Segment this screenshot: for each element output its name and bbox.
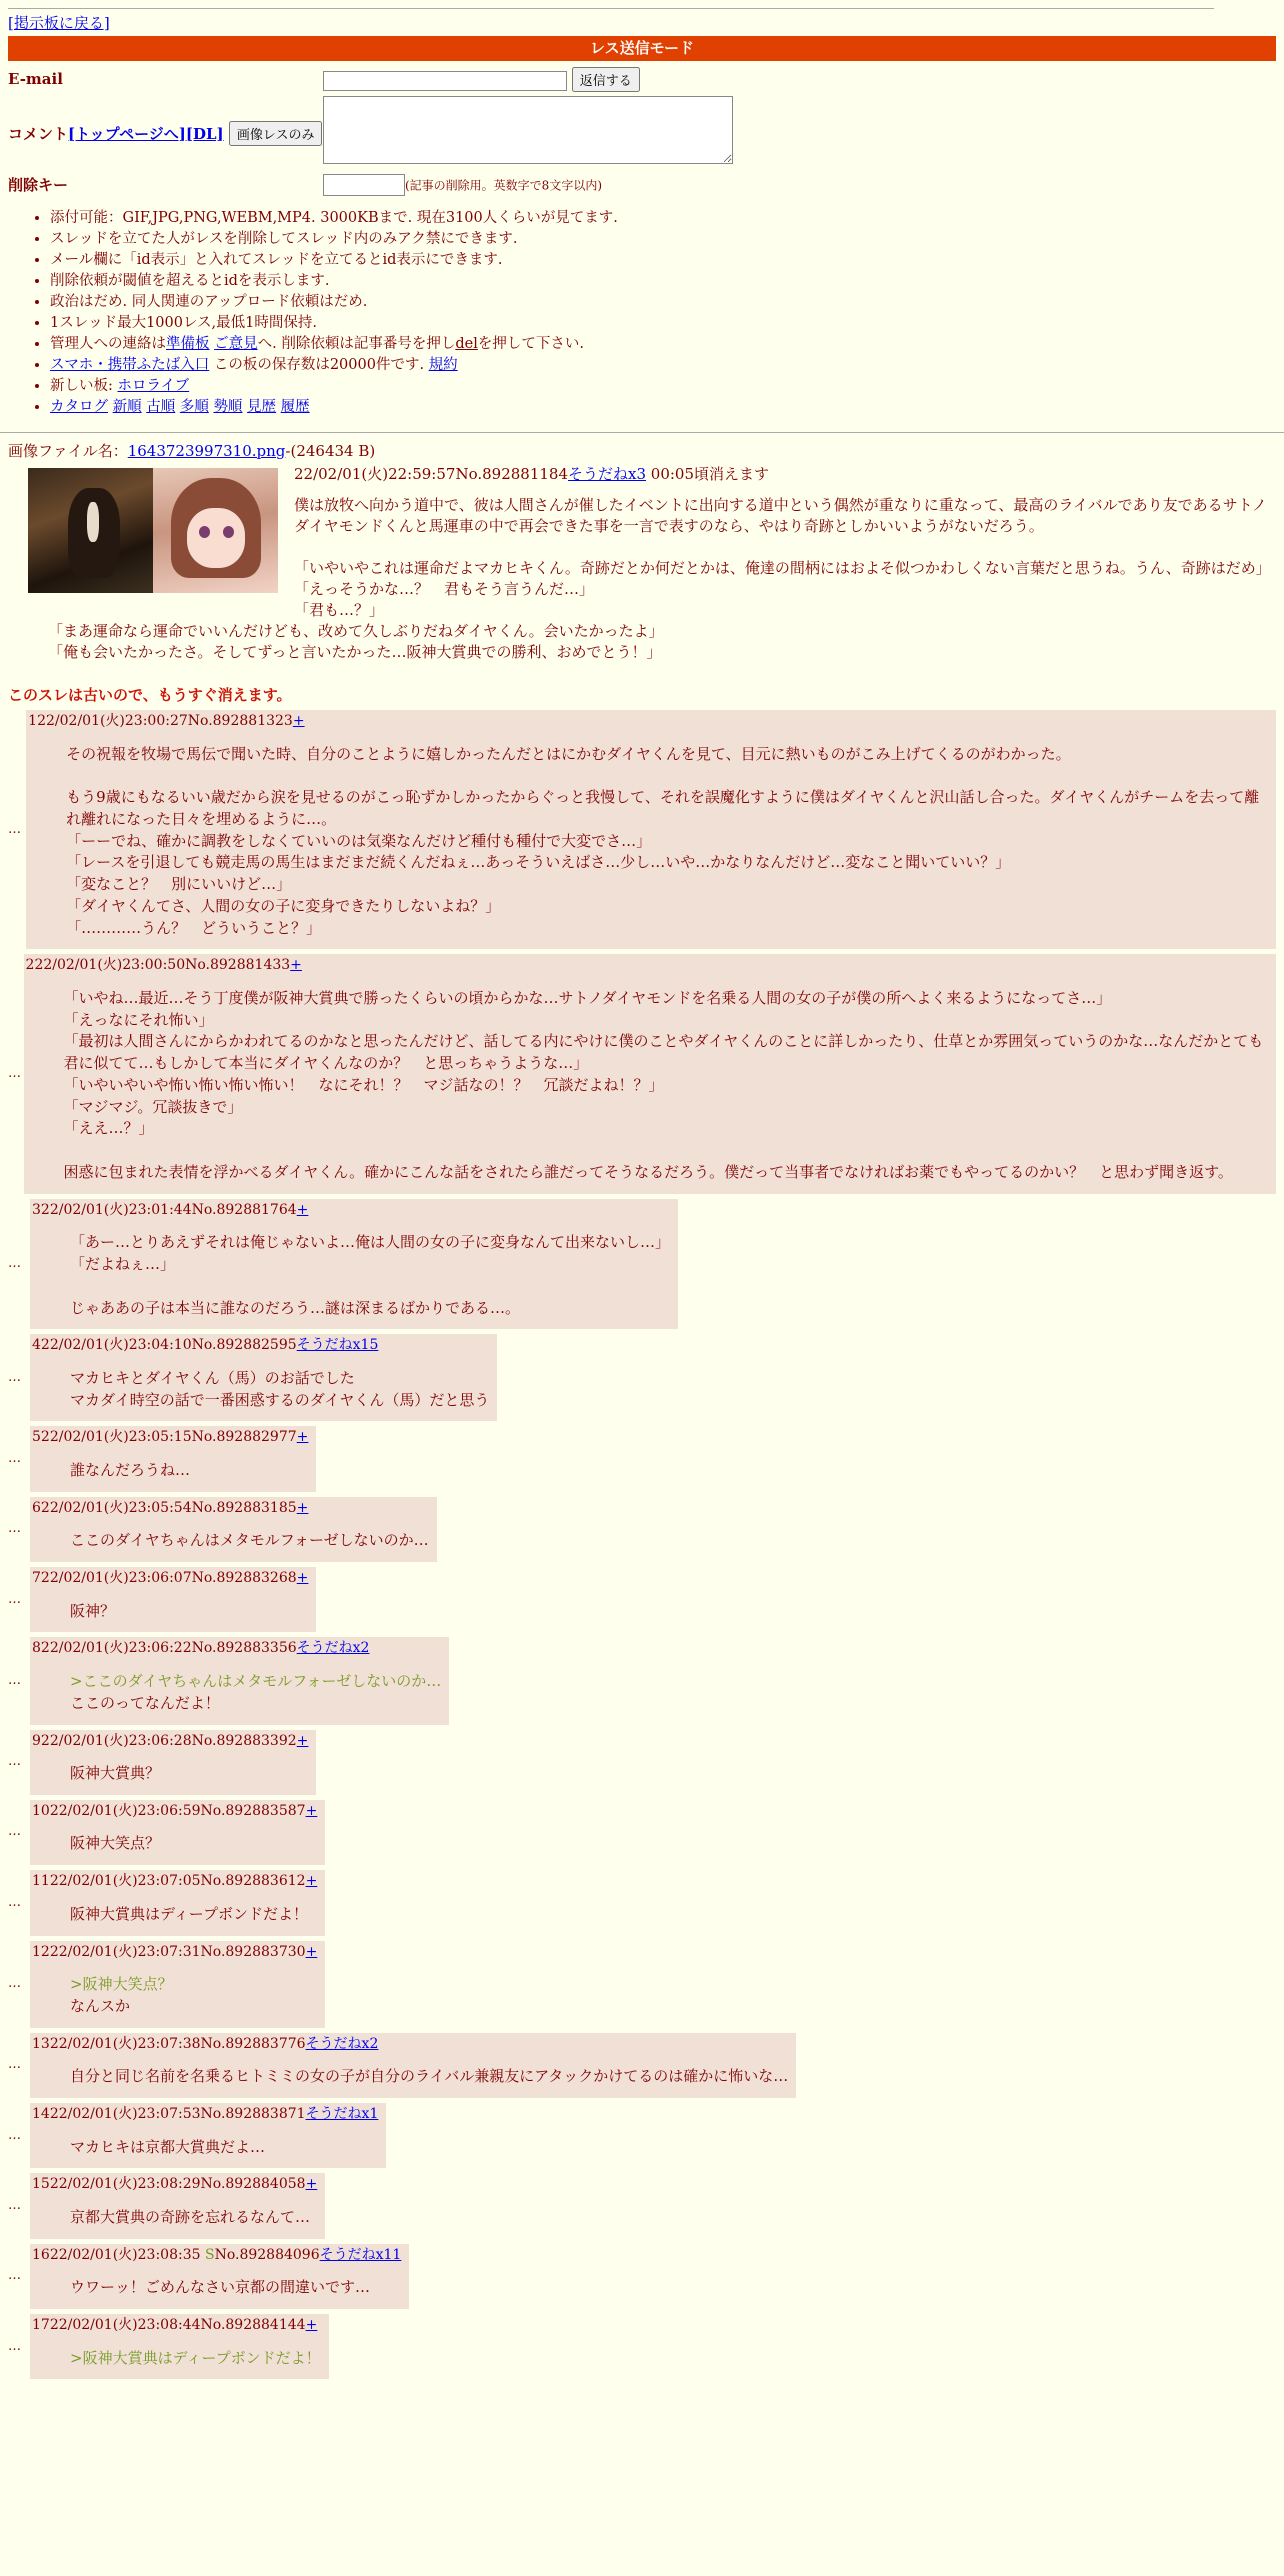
sort-many-link[interactable]: 多順: [179, 399, 209, 415]
reply-post: [26, 710, 1276, 949]
reply-header: [32, 1428, 308, 1448]
op-expire: 00:05頃消えます: [646, 465, 770, 483]
reply-meta: 22/02/01(火)23:06:22No.892883356: [40, 1640, 297, 1657]
hololive-board-link[interactable]: ホロライブ: [117, 378, 190, 394]
rule-text: 管理人への連絡は: [50, 336, 166, 352]
download-link[interactable]: [DL]: [185, 124, 224, 143]
reply-line: [64, 1140, 1268, 1162]
reply-line: 「ーーでね、確かに調教をしなくていいのは気楽なんだけど種付も種付で大変でさ…」: [66, 831, 652, 850]
image-only-button[interactable]: 画像レスのみ: [229, 121, 323, 146]
sodane-button[interactable]: +: [305, 1943, 318, 1960]
reply-body: [70, 2207, 317, 2229]
reply-meta: 22/02/01(火)23:05:54No.892883185: [40, 1499, 297, 1516]
reply-header: [32, 2035, 788, 2055]
top-page-link[interactable]: [トップページへ]: [68, 124, 186, 143]
soudane-mark: S: [200, 2246, 215, 2263]
sodane-button[interactable]: +: [296, 1570, 309, 1587]
reply-body: [70, 1974, 317, 2018]
reply-number: 1: [28, 713, 38, 729]
reply-line: その祝報を牧場で馬伝で聞いた時、自分のことように嬉しかったんだとはにかむダイヤくんを見て、目元に熱いものがこみ上げてくるのがわかった。: [66, 744, 1071, 763]
op-body-line: 「いやいやこれは運命だよマカヒキくん。奇跡だとか何だとかは、俺達の間柄にはおよそ似つかわしくない言葉だと思うね。うん、奇跡はだめ」: [294, 559, 1271, 577]
reply-post: [24, 954, 1276, 1193]
reply-body: [70, 1833, 317, 1855]
comment-textarea[interactable]: [323, 96, 733, 164]
reply-body: [70, 2277, 401, 2299]
reply-marker: …: [8, 1754, 21, 1770]
reply-marker: …: [8, 2057, 21, 2073]
reply-number: 5: [32, 1429, 41, 1446]
sodane-button[interactable]: そうだねx11: [319, 2246, 402, 2263]
op-file-link[interactable]: 1643723997310.png: [127, 442, 286, 460]
sort-momentum-link[interactable]: 勢順: [213, 399, 243, 415]
quote-line: >ここのダイヤちゃんはメタモルフォーゼしないのか…: [70, 1672, 442, 1690]
new-board-label: 新しい板:: [50, 378, 118, 394]
old-thread-notice: このスレは古いので、もうすぐ消えます。: [8, 686, 292, 704]
reply-line: 自分と同じ名前を名乗るヒトミミの女の子が自分のライバル兼親友にアタックかけてるのは確かに怖いな…: [70, 2067, 789, 2086]
reply-marker: …: [8, 1369, 21, 1385]
reply-number: 16: [32, 2246, 50, 2263]
reply-marker: …: [8, 1591, 21, 1607]
reply-line: 「いやね…最近…そう丁度僕が阪神大賞典で勝ったくらいの頃からかな…サトノダイヤモンドを名乗る人間の女の子が僕の所へよく来るようになってさ…」: [63, 988, 1112, 1007]
sodane-button[interactable]: +: [292, 713, 305, 729]
rule-text: を押して下さい.: [477, 336, 584, 352]
reply-row: [8, 2314, 1276, 2379]
reply-line: 「だよねぇ…」: [70, 1255, 176, 1274]
reply-number: 11: [32, 1873, 50, 1890]
reply-post: [30, 1870, 325, 1935]
board-rules: [8, 208, 1276, 418]
horse-photo: [28, 468, 153, 593]
sodane-button[interactable]: そうだねx15: [296, 1337, 379, 1354]
reply-meta: 22/02/01(火)23:06:28No.892883392: [40, 1732, 297, 1749]
rule-item: • 添付可能：GIF,JPG,PNG,WEBM,MP4. 3000KBまで. 現在3100人くらいが見てます.: [50, 208, 1276, 229]
reply-header: [32, 1569, 308, 1589]
reply-header: [32, 1872, 317, 1892]
reply-meta: 22/02/01(火)23:06:07No.892883268: [40, 1570, 297, 1587]
reply-meta: 22/02/01(火)23:07:05No.892883612: [49, 1873, 306, 1890]
reply-line: 「あー…とりあえずそれは俺じゃないよ…俺は人間の女の子に変身なんて出来ないし…」: [70, 1233, 671, 1252]
reply-body: [70, 1763, 308, 1785]
reply-header: [32, 1336, 489, 1356]
reply-line: 困惑に包まれた表情を浮かべるダイヤくん。確かにこんな話をされたら誰だってそうなるだろう。僕だって当事者でなければお薬でもやってるのかい？ と思わず聞き返す。: [63, 1162, 1233, 1181]
reply-marker: …: [8, 2268, 21, 2284]
reply-meta: 22/02/01(火)23:01:44No.892881764: [40, 1201, 297, 1218]
reply-line: 「レースを引退しても競走馬の馬生はまだまだ続くんだねぇ…あっそういえばさ…少し…いや…かなりなんだけど…変なこと聞いていい？」: [66, 853, 1011, 872]
reply-body: [70, 1601, 308, 1623]
sodane-button[interactable]: +: [305, 1873, 318, 1890]
reply-meta: 22/02/01(火)23:04:10No.892882595: [40, 1337, 297, 1354]
reply-marker: …: [8, 2127, 21, 2143]
reply-row: [8, 710, 1276, 949]
reply-line: ウワーッ！ごめんなさい京都の間違いです…: [70, 2278, 371, 2297]
reply-row: [8, 1870, 1276, 1935]
back-to-board-link[interactable]: [掲示板に戻る]: [8, 14, 110, 32]
reply-post: [30, 1800, 325, 1865]
character-illustration: [153, 468, 278, 593]
sodane-button[interactable]: そうだねx1: [305, 2105, 379, 2122]
reply-line: マカヒキとダイヤくん（馬）のお話でした: [70, 1368, 355, 1387]
email-field[interactable]: [323, 71, 567, 91]
catalog-links: [50, 397, 1276, 418]
reply-number: 9: [32, 1732, 41, 1749]
reply-mode-banner: レス送信モード: [8, 36, 1276, 61]
reply-meta: 22/02/01(火)23:08:44No.892884144: [49, 2317, 306, 2333]
reply-post: [30, 1497, 437, 1562]
reply-header: [32, 1802, 317, 1822]
quote-line: >阪神大賞典はディープボンドだよ！: [70, 2348, 321, 2367]
catalog-link[interactable]: カタログ: [50, 399, 108, 415]
reply-line: もう9歳にもなるいい歳だから涙を見せるのがこっ恥ずかしかったからぐっと我慢して、それを誤魔化すように僕はダイヤくんと沢山話し合った。ダイヤくんがチームを去って離れ離れになった日々を埋めるように…。: [66, 788, 1260, 828]
reply-meta: 22/02/01(火)23:05:15No.892882977: [40, 1429, 297, 1446]
reply-marker: …: [8, 1521, 21, 1537]
op-file-info: [8, 441, 1276, 462]
reply-post: [30, 2244, 409, 2309]
sodane-button[interactable]: +: [296, 1201, 309, 1218]
op-body-line: 「えっそうかな…？ 君もそう言うんだ…」: [294, 580, 595, 598]
reply-marker: …: [8, 821, 21, 837]
op-sodane-button[interactable]: そうだねx3: [568, 465, 647, 483]
reply-row: [8, 1730, 1276, 1795]
reply-body: [70, 1232, 670, 1319]
sodane-button[interactable]: +: [305, 2317, 318, 2333]
reply-post: [30, 2314, 329, 2379]
sodane-button[interactable]: +: [296, 1499, 309, 1516]
reply-line: 阪神？: [70, 1601, 116, 1620]
sort-new-link[interactable]: 新順: [112, 399, 142, 415]
reply-meta: 22/02/01(火)23:00:50No.892881433: [34, 957, 291, 974]
reply-meta: 22/02/01(火)23:07:53No.892883871: [49, 2105, 306, 2122]
reply-row: [8, 954, 1276, 1193]
rule-item: • 政治はだめ. 同人関連のアップロード依頼はだめ.: [50, 292, 1276, 313]
reply-number: 2: [25, 957, 35, 974]
reply-post: [30, 1426, 316, 1491]
reply-header: [32, 2175, 317, 2195]
reply-marker: …: [8, 1672, 21, 1688]
sodane-button[interactable]: そうだねx2: [296, 1640, 370, 1657]
op-header: 22/02/01(火)22:59:57No.892881184: [294, 465, 568, 483]
reply-header: [32, 1943, 317, 1963]
thread-divider: [0, 432, 1284, 433]
post-form: [8, 65, 733, 198]
sort-old-link[interactable]: 古順: [146, 399, 176, 415]
reply-line: ここのダイヤちゃんはメタモルフォーゼしないのか…: [70, 1531, 429, 1550]
quote-line: >阪神大笑点？: [70, 1975, 173, 1994]
reply-no: No.892884096: [214, 2246, 320, 2263]
reply-body: [70, 2137, 378, 2159]
reply-post: [30, 1730, 316, 1795]
reply-row: [8, 1567, 1276, 1632]
reply-row: [8, 1334, 1276, 1421]
reply-body: [66, 744, 1268, 940]
prep-board-link[interactable]: 準備板: [166, 336, 210, 352]
history-link[interactable]: 履歴: [280, 399, 310, 415]
reply-marker: …: [8, 2197, 21, 2213]
reply-meta: 22/02/01(火)23:07:31No.892883730: [49, 1943, 306, 1960]
reply-header: [26, 956, 1268, 976]
rule-item: • スレッドを立てた人がレスを削除してスレッド内のみアク禁にできます.: [50, 229, 1276, 250]
reply-number: 13: [32, 2035, 50, 2052]
reply-line: 阪神大笑点？: [70, 1834, 161, 1853]
comment-label: コメント: [8, 124, 69, 143]
thread: [0, 441, 1284, 2379]
reply-header: [32, 1499, 429, 1519]
reply-line: [70, 1276, 670, 1298]
reply-marker: …: [8, 1894, 21, 1910]
reply-meta: 22/02/01(火)23:08:29No.892884058: [49, 2176, 306, 2193]
reply-line: 京都大賞典の奇跡を忘れるなんて…: [70, 2207, 311, 2226]
reply-header: [32, 2316, 321, 2336]
reply-marker: …: [8, 1975, 21, 1991]
reply-header: [28, 712, 1268, 732]
rule-text: この板の保存数は20000件です.: [209, 357, 429, 373]
reply-body: [70, 1904, 317, 1926]
rule-item: • 削除依頼が閾値を超えるとidを表示します.: [50, 271, 1276, 292]
reply-body: [70, 2066, 788, 2088]
top-divider: [8, 8, 1214, 9]
reply-post: [30, 1199, 678, 1330]
reply-line: 阪神大賞典？: [70, 1764, 161, 1783]
op-body-line: 「まあ運命なら運命でいいんだけども、改めて久しぶりだねダイヤくん。会いたかったよ」: [48, 622, 664, 640]
file-size: -(246434 B): [285, 442, 376, 460]
delete-key-note: (記事の削除用。英数字で8文字以内): [405, 178, 602, 193]
view-history-link[interactable]: 見歴: [247, 399, 277, 415]
reply-body: [70, 1460, 308, 1482]
reply-header: [32, 2246, 401, 2266]
reply-list: [8, 710, 1276, 2379]
reply-row: [8, 2173, 1276, 2238]
reply-number: 6: [32, 1499, 41, 1516]
reply-number: 10: [32, 1802, 50, 1819]
reply-header: [32, 1732, 308, 1752]
reply-number: 7: [32, 1570, 41, 1587]
op-body-line: 「俺も会いたかったさ。そしてずっと言いたかった…阪神大賞典での勝利、おめでとう！」: [48, 643, 662, 661]
reply-marker: …: [8, 2338, 21, 2354]
reply-row: [8, 1199, 1276, 1330]
mobile-entry-link[interactable]: スマホ・携帯ふたば入口: [50, 357, 210, 373]
rule-text: へ. 削除依頼は記事番号を押し: [257, 336, 456, 352]
reply-body: [70, 1671, 441, 1715]
reply-row: [8, 2103, 1276, 2168]
submit-reply-button[interactable]: 返信する: [572, 67, 640, 92]
reply-row: [8, 1637, 1276, 1724]
reply-post: [30, 1941, 325, 2028]
reply-line: 「えっなにそれ怖い」: [63, 1010, 214, 1029]
reply-line: じゃああの子は本当に誰なのだろう…謎は深まるばかりである…。: [70, 1298, 521, 1317]
reply-row: [8, 1800, 1276, 1865]
reply-number: 14: [32, 2105, 50, 2122]
reply-number: 3: [32, 1201, 41, 1218]
reply-row: [8, 2244, 1276, 2309]
reply-line: 「マジマジ。冗談抜きで」: [63, 1097, 243, 1116]
reply-meta: 22/02/01(火)23:00:27No.892881323: [37, 713, 293, 729]
reply-header: [32, 1639, 441, 1659]
reply-body: [64, 988, 1268, 1184]
reply-post: [30, 2173, 325, 2238]
delete-key-field[interactable]: [323, 174, 405, 196]
reply-line: マカヒキは京都大賞典だよ…: [70, 2137, 266, 2156]
reply-line: なんスか: [70, 1996, 131, 2015]
op-body-line: 僕は放牧へ向かう道中で、彼は人間さんが催したイベントに出向する道中という偶然が重なりに重なって、最高のライバルであり友であるサトノダイヤモンドくんと馬運車の中で再会できた事を一言で表すのなら、やはり奇跡としかいいようがないだろう。: [294, 496, 1267, 535]
reply-number: 17: [32, 2317, 50, 2333]
reply-body: [70, 2348, 321, 2370]
rule-item: • 1スレッド最大1000レス,最低1時間保持.: [50, 313, 1276, 334]
reply-post: [30, 1637, 449, 1724]
op-body-line: 「君も…？」: [294, 601, 385, 619]
reply-line: 「…………うん？ どういうこと？」: [66, 918, 322, 937]
terms-link[interactable]: 規約: [428, 357, 458, 373]
back-link-wrap: [8, 13, 1276, 34]
delete-key-label: 削除キー: [8, 175, 69, 194]
reply-line: ここのってなんだよ！: [70, 1693, 220, 1712]
reply-meta: 22/02/01(火)23:08:35: [49, 2246, 201, 2263]
reply-number: 15: [32, 2176, 50, 2193]
reply-line: 「ダイヤくんてさ、人間の女の子に変身できたりしないよね？」: [66, 896, 501, 915]
reply-header: [32, 2105, 378, 2125]
reply-line: 「いやいやいや怖い怖い怖い怖い！ なにそれ！？ マジ話なの！？ 冗談だよね！？」: [63, 1075, 664, 1094]
reply-line: [66, 765, 1268, 787]
reply-row: [8, 2033, 1276, 2098]
reply-line: 誰なんだろうね…: [70, 1460, 191, 1479]
reply-number: 12: [32, 1943, 50, 1960]
reply-number: 4: [32, 1337, 41, 1354]
new-board-item: [50, 376, 1276, 397]
file-label: 画像ファイル名：: [8, 442, 128, 460]
sodane-button[interactable]: そうだねx2: [305, 2035, 379, 2052]
sodane-button[interactable]: +: [296, 1732, 309, 1749]
reply-line: 「変なこと？ 別にいいけど…」: [66, 875, 292, 894]
reply-body: [70, 1368, 489, 1412]
reply-marker: …: [8, 1255, 21, 1271]
reply-line: 阪神大賞典はディープボンドだよ！: [70, 1904, 309, 1923]
del-text: del: [455, 336, 478, 352]
reply-body: [70, 1530, 429, 1552]
reply-post: [30, 2103, 386, 2168]
rule-item-admin: [50, 334, 1276, 355]
feedback-link[interactable]: ご意見: [214, 336, 258, 352]
reply-marker: …: [8, 1824, 21, 1840]
reply-line: 「最初は人間さんにからかわれてるのかなと思ったんだけど、話してる内にやけに僕のことやダイヤくんのことに詳しかったり、仕草とか雰囲気っていうのかな…なんだかとても君に似てて…もしかして本当にダイヤくんなのか？ と思っちゃうような…」: [63, 1032, 1264, 1073]
sodane-button[interactable]: +: [305, 2176, 318, 2193]
reply-row: [8, 1497, 1276, 1562]
email-label: E-mail: [8, 70, 63, 88]
reply-meta: 22/02/01(火)23:06:59No.892883587: [49, 1802, 306, 1819]
reply-post: [30, 2033, 796, 2098]
reply-number: 8: [32, 1640, 41, 1657]
op-thumbnail[interactable]: [28, 468, 278, 593]
sodane-button[interactable]: +: [290, 957, 302, 974]
reply-marker: …: [8, 1065, 21, 1081]
sodane-button[interactable]: +: [305, 1802, 318, 1819]
reply-line: マカダイ時空の話で一番困惑するのダイヤくん（馬）だと思う: [70, 1390, 490, 1409]
reply-post: [30, 1567, 316, 1632]
reply-marker: …: [8, 1450, 21, 1466]
rule-item-mobile: [50, 355, 1276, 376]
sodane-button[interactable]: +: [296, 1429, 309, 1446]
reply-meta: 22/02/01(火)23:07:38No.892883776: [49, 2035, 306, 2052]
reply-row: [8, 1426, 1276, 1491]
reply-line: 「ええ…？」: [63, 1119, 154, 1138]
reply-post: [30, 1334, 497, 1421]
reply-row: [8, 1941, 1276, 2028]
reply-header: [32, 1201, 670, 1221]
rule-item: • メール欄に「id表示」と入れてスレッドを立てるとid表示にできます.: [50, 250, 1276, 271]
